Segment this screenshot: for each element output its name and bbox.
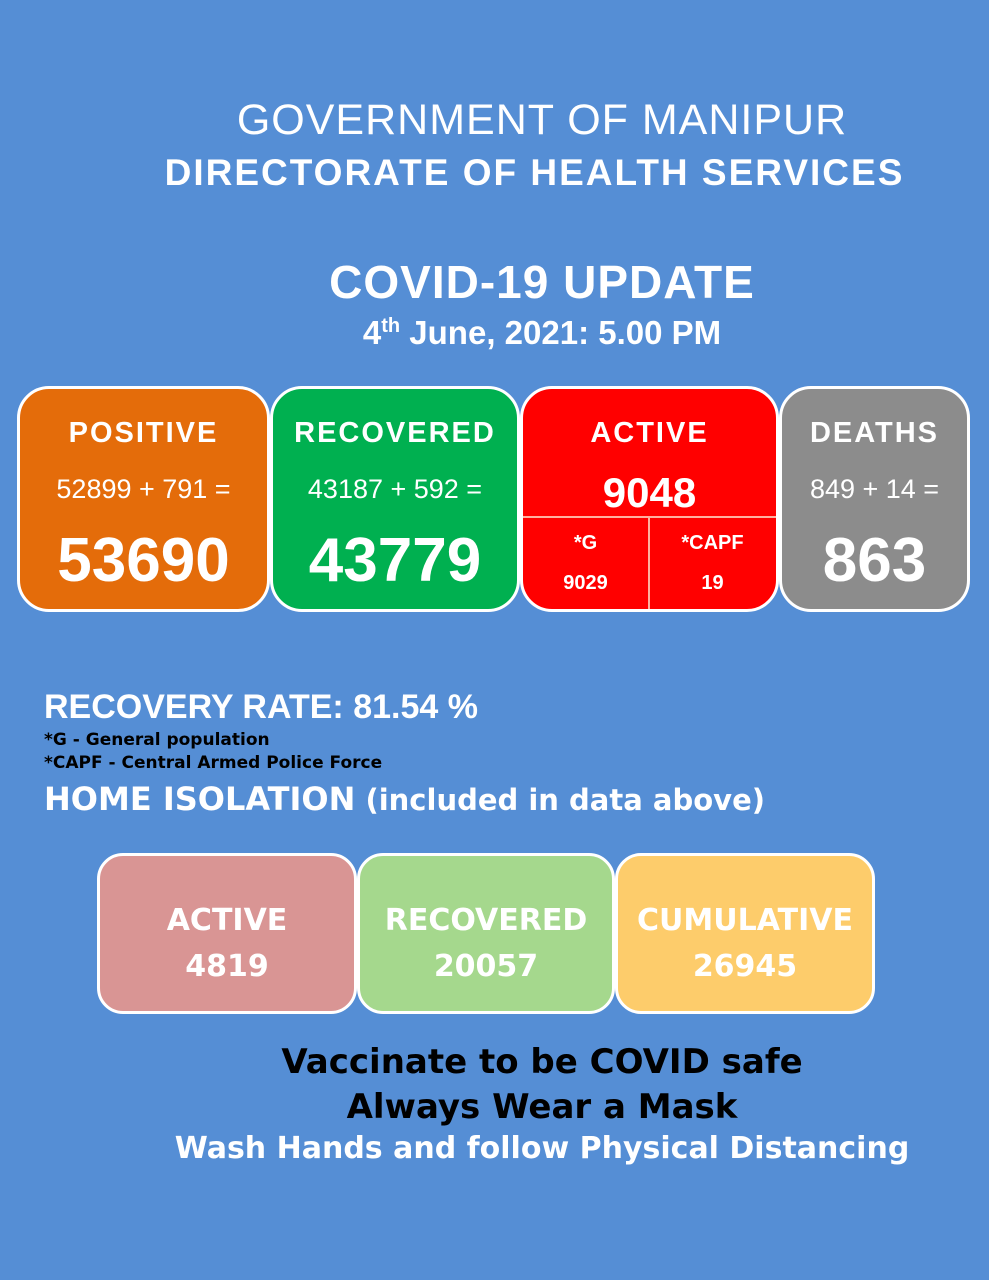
home-cumulative-value: 26945 bbox=[692, 949, 798, 984]
home-recovered-card bbox=[357, 853, 615, 1014]
home-cumulative-card bbox=[615, 853, 875, 1014]
footer-mask: Always Wear a Mask bbox=[346, 1087, 738, 1127]
active-capf-label: *CAPF bbox=[681, 532, 744, 554]
home-cumulative-label: CUMULATIVE bbox=[637, 903, 853, 938]
positive-equation: 52899 + 791 = bbox=[56, 474, 231, 504]
positive-card bbox=[17, 386, 270, 612]
home-active-card bbox=[97, 853, 357, 1014]
home-isolation-title: HOME ISOLATION bbox=[44, 780, 356, 818]
active-capf-cell bbox=[649, 516, 776, 609]
update-date bbox=[0, 314, 989, 352]
update-title: COVID-19 UPDATE bbox=[329, 256, 755, 308]
active-total: 9048 bbox=[602, 469, 697, 516]
home-isolation-heading bbox=[44, 780, 765, 818]
date-rest: June, 2021: 5.00 PM bbox=[400, 314, 722, 351]
active-capf-value: 19 bbox=[701, 572, 724, 594]
home-active-value: 4819 bbox=[185, 949, 269, 984]
note-capf: *CAPF - Central Armed Police Force bbox=[44, 753, 383, 773]
active-label: ACTIVE bbox=[590, 417, 709, 449]
deaths-label: DEATHS bbox=[809, 417, 940, 449]
recovered-card bbox=[270, 386, 520, 612]
government-title: GOVERNMENT OF MANIPUR bbox=[236, 96, 848, 144]
deaths-total: 863 bbox=[822, 526, 927, 595]
active-general-value: 9029 bbox=[563, 572, 608, 594]
active-card bbox=[520, 386, 779, 612]
active-general-cell bbox=[523, 516, 648, 609]
recovery-rate: RECOVERY RATE: 81.54 % bbox=[44, 688, 478, 726]
home-isolation-note: (included in data above) bbox=[355, 783, 765, 817]
recovered-total: 43779 bbox=[308, 526, 482, 595]
home-active-label: ACTIVE bbox=[166, 903, 288, 938]
positive-total: 53690 bbox=[57, 526, 230, 595]
footer-vaccinate: Vaccinate to be COVID safe bbox=[281, 1042, 803, 1082]
deaths-card bbox=[779, 386, 970, 612]
home-recovered-value: 20057 bbox=[433, 949, 539, 984]
active-general-label: *G bbox=[573, 532, 598, 554]
positive-label: POSITIVE bbox=[68, 417, 219, 449]
date-day: 4 bbox=[362, 314, 382, 351]
recovered-label: RECOVERED bbox=[294, 417, 496, 449]
directorate-title: DIRECTORATE OF HEALTH SERVICES bbox=[164, 152, 905, 193]
recovered-equation: 43187 + 592 = bbox=[307, 474, 483, 504]
date-suffix: th bbox=[381, 315, 401, 337]
footer-wash-hands: Wash Hands and follow Physical Distancing bbox=[174, 1131, 910, 1166]
note-general-population: *G - General population bbox=[44, 730, 270, 750]
home-recovered-label: RECOVERED bbox=[384, 903, 588, 938]
deaths-equation: 849 + 14 = bbox=[809, 474, 940, 504]
